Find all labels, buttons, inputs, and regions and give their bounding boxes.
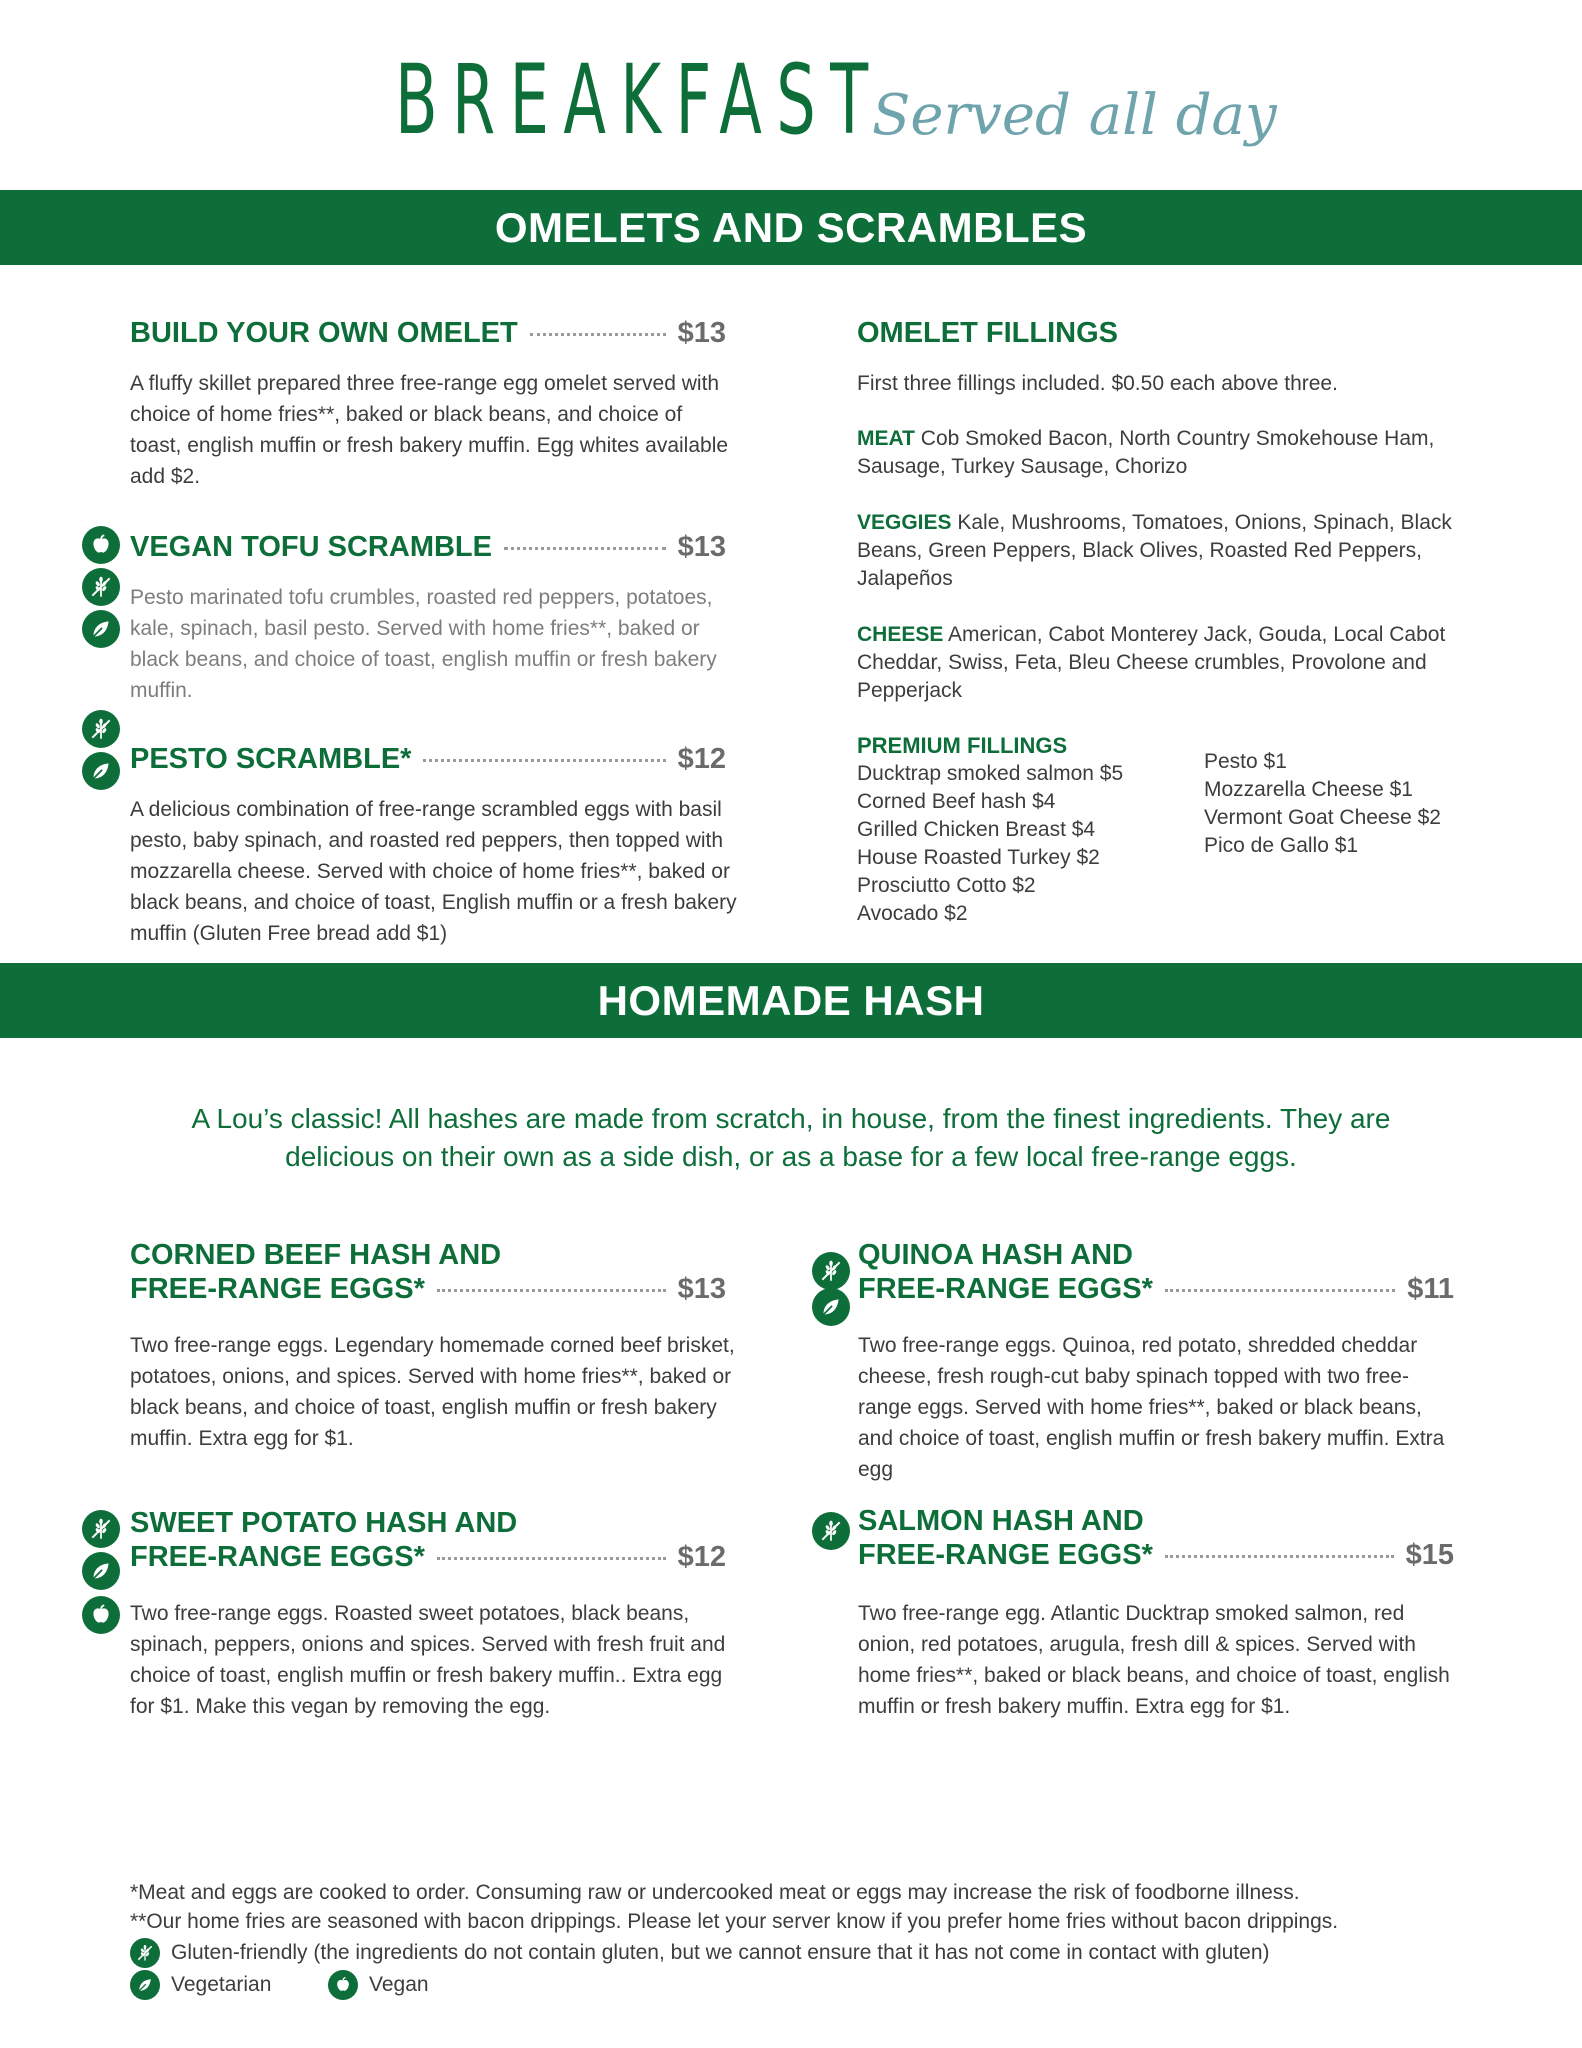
wheat-gluten-free-icon (82, 568, 120, 606)
item-price: $12 (677, 743, 726, 775)
apple-vegan-icon (82, 1596, 120, 1634)
premium-item: House Roasted Turkey $2 (857, 846, 1100, 869)
wheat-gluten-free-icon (812, 1512, 850, 1550)
fillings-veggies (857, 509, 1457, 593)
item-price: $13 (677, 1273, 726, 1305)
leader-dots (1165, 1289, 1395, 1292)
leaf-vegetarian-icon (812, 1288, 850, 1326)
leader-dots (504, 547, 666, 550)
leader-dots (437, 1557, 666, 1560)
section-banner-omelets: OMELETS AND SCRAMBLES (0, 190, 1582, 265)
leaf-vegetarian-icon (82, 1552, 120, 1590)
fillings-cheese (857, 621, 1457, 705)
item-name: BUILD YOUR OWN OMELET (130, 317, 518, 349)
item-salmon-title-1: SALMON HASH AND (858, 1505, 1144, 1537)
section-banner-hash: HOMEMADE HASH (0, 963, 1582, 1038)
fillings-meat-label: MEAT (857, 427, 915, 450)
leaf-vegetarian-icon (130, 1970, 160, 2000)
footnote-meat-eggs: *Meat and eggs are cooked to order. Consuming raw or undercooked meat or eggs may increase the risk of foodborne illness. (130, 1881, 1300, 1904)
leaf-vegetarian-icon (82, 752, 120, 790)
premium-item: Pico de Gallo $1 (1204, 834, 1359, 857)
item-price: $13 (677, 317, 726, 349)
premium-fillings-title: PREMIUM FILLINGS (857, 733, 1068, 758)
leader-dots (437, 1289, 666, 1292)
item-price: $15 (1405, 1539, 1454, 1571)
premium-fillings-left (857, 760, 1123, 928)
premium-item: Mozzarella Cheese $1 (1204, 778, 1413, 801)
premium-item: Vermont Goat Cheese $2 (1204, 806, 1441, 829)
item-sweet-potato-title-2 (130, 1540, 726, 1574)
item-corned-beef-title-1: CORNED BEEF HASH AND (130, 1239, 502, 1271)
wheat-gluten-free-icon (82, 1510, 120, 1548)
item-quinoa-title-1: QUINOA HASH AND (858, 1239, 1133, 1271)
item-sweet-potato-title-1: SWEET POTATO HASH AND (130, 1507, 518, 1539)
footnote-home-fries: **Our home fries are seasoned with bacon drippings. Please let your server know if you prefer home fries without bacon drippings. (130, 1910, 1339, 1933)
item-sweet-potato-desc: Two free-range eggs. Roasted sweet potatoes, black beans, spinach, peppers, onions and spices. Served with fresh fruit and choice of toast, english muffin or fresh bakery muffin.. Extra egg for $1. Make this vegan by removing the egg. (130, 1602, 726, 1718)
menu-subtitle: Served all day (872, 83, 1277, 148)
item-name: FREE-RANGE EGGS* (858, 1539, 1153, 1571)
fillings-veggies-label: VEGGIES (857, 511, 952, 534)
item-price: $11 (1407, 1273, 1454, 1305)
premium-item: Grilled Chicken Breast $4 (857, 818, 1096, 841)
item-price: $12 (677, 1541, 726, 1573)
premium-item: Prosciutto Cotto $2 (857, 874, 1036, 897)
item-salmon-title-2 (858, 1538, 1454, 1572)
leader-dots (1165, 1555, 1394, 1558)
item-name: VEGAN TOFU SCRAMBLE (130, 531, 492, 563)
leader-dots (530, 333, 666, 336)
item-salmon-desc: Two free-range egg. Atlantic Ducktrap smoked salmon, red onion, red potatoes, arugula, fresh dill & spices. Served with home fries**, baked or black beans, and choice of toast, english muffin or fresh bakery muffin. Extra egg for $1. (858, 1602, 1450, 1718)
item-corned-beef-title-2 (130, 1272, 726, 1306)
item-quinoa-title-2 (858, 1272, 1454, 1306)
fillings-cheese-list: American, Cabot Monterey Jack, Gouda, Local Cabot Cheddar, Swiss, Feta, Bleu Cheese crumbles, Provolone and Pepperjack (857, 623, 1446, 702)
item-build-omelet-desc: A fluffy skillet prepared three free-range egg omelet served with choice of home fries**, baked or black beans, and choice of toast, english muffin or fresh bakery muffin. Egg whites available add $2. (130, 372, 729, 488)
item-name: FREE-RANGE EGGS* (858, 1273, 1153, 1305)
item-build-omelet-title (130, 316, 726, 350)
legend-vegetarian: Vegetarian (171, 1973, 272, 1996)
item-quinoa-desc: Two free-range eggs. Quinoa, red potato, shredded cheddar cheese, fresh rough-cut baby spinach topped with two free-range eggs. Served with home fries**, baked or black beans, and choice of toast, english muffin or fresh bakery muffin. Extra egg (858, 1334, 1445, 1481)
apple-vegan-icon (328, 1970, 358, 2000)
fillings-title: OMELET FILLINGS (857, 317, 1118, 349)
item-name: PESTO SCRAMBLE* (130, 743, 412, 775)
fillings-note: First three fillings included. $0.50 each above three. (857, 372, 1338, 395)
item-vegan-tofu-title (130, 530, 726, 564)
premium-item: Pesto $1 (1204, 750, 1287, 773)
fillings-meat-list: Cob Smoked Bacon, North Country Smokehouse Ham, Sausage, Turkey Sausage, Chorizo (857, 427, 1435, 478)
item-name: FREE-RANGE EGGS* (130, 1273, 425, 1305)
legend-gluten-friendly: Gluten-friendly (the ingredients do not contain gluten, but we cannot ensure that it has not come in contact with gluten) (171, 1941, 1270, 1964)
fillings-meat (857, 425, 1457, 481)
menu-title: BREAKFAST (395, 44, 883, 156)
premium-item: Avocado $2 (857, 902, 968, 925)
item-pesto-scramble-title (130, 742, 726, 776)
leader-dots (423, 759, 665, 762)
premium-fillings-right (1204, 748, 1441, 860)
item-corned-beef-desc: Two free-range eggs. Legendary homemade corned beef brisket, potatoes, onions, and spices. Served with home fries**, baked or black beans, and choice of toast, english muffin or fresh bakery muffin. Extra egg for $1. (130, 1334, 735, 1450)
wheat-gluten-free-icon (130, 1938, 160, 1968)
wheat-gluten-free-icon (812, 1252, 850, 1290)
fillings-cheese-label: CHEESE (857, 623, 944, 646)
leaf-vegetarian-icon (82, 610, 120, 648)
item-pesto-scramble-desc: A delicious combination of free-range scrambled eggs with basil pesto, baby spinach, and roasted red peppers, then topped with mozzarella cheese. Served with choice of home fries**, baked or black beans, and choice of toast, English muffin or a fresh bakery muffin (Gluten Free bread add $1) (130, 798, 737, 945)
premium-item: Corned Beef hash $4 (857, 790, 1056, 813)
item-vegan-tofu-desc: Pesto marinated tofu crumbles, roasted red peppers, potatoes, kale, spinach, basil pesto. Served with home fries**, baked or black beans, and choice of toast, english muffin or fresh bakery muffin. (130, 586, 717, 702)
hash-intro: A Lou’s classic! All hashes are made from scratch, in house, from the finest ingredients. They are delicious on their own as a side dish, or as a base for a few local free-range eggs. (191, 1103, 1391, 1172)
item-price: $13 (677, 531, 726, 563)
wheat-gluten-free-icon (82, 710, 120, 748)
item-name: FREE-RANGE EGGS* (130, 1541, 425, 1573)
apple-vegan-icon (82, 526, 120, 564)
legend-vegan: Vegan (369, 1973, 429, 1996)
fillings-veggies-list: Kale, Mushrooms, Tomatoes, Onions, Spinach, Black Beans, Green Peppers, Black Olives, Roasted Red Peppers, Jalapeños (857, 511, 1452, 590)
premium-item: Ducktrap smoked salmon $5 (857, 762, 1124, 785)
